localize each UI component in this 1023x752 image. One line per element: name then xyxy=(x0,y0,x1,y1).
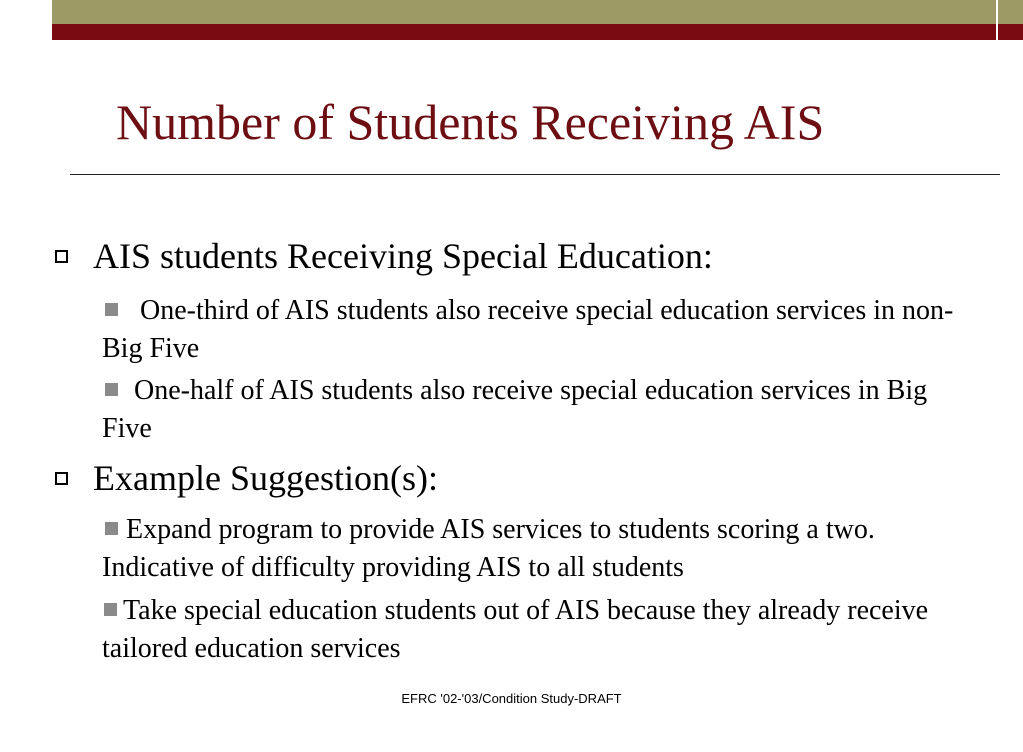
filled-square-bullet-icon xyxy=(104,603,117,616)
corner-block-maroon xyxy=(998,24,1023,40)
header-band-maroon xyxy=(52,24,996,40)
sub-bullet-take-out xyxy=(102,592,982,668)
corner-block-olive xyxy=(998,0,1023,24)
slide-title: Number of Students Receiving AIS xyxy=(116,94,825,150)
filled-square-bullet-icon xyxy=(105,303,118,316)
sub-bullet-one-half xyxy=(102,372,982,448)
sub-bullet-text: One-half of AIS students also receive special education services in Big Five xyxy=(102,375,928,444)
slide-footer: EFRC '02-'03/Condition Study-DRAFT xyxy=(401,691,622,706)
bullet-text: Example Suggestion(s): xyxy=(93,458,438,498)
filled-square-bullet-icon xyxy=(105,522,118,535)
sub-bullet-expand-program xyxy=(102,511,982,587)
sub-bullet-text: Take special education students out of AIS because they already receive tailored education services xyxy=(102,595,929,664)
bullet-special-education xyxy=(52,236,713,276)
header-band-olive xyxy=(52,0,996,24)
filled-square-bullet-icon xyxy=(105,383,118,396)
bullet-example-suggestions xyxy=(52,458,438,498)
sub-bullet-text: Expand program to provide AIS services to students scoring a two. Indicative of difficulty providing AIS to all students xyxy=(102,514,875,583)
title-divider xyxy=(70,174,1000,175)
bullet-text: AIS students Receiving Special Education: xyxy=(93,236,713,276)
sub-bullet-text: One-third of AIS students also receive special education services in non-Big Five xyxy=(102,295,954,364)
hollow-square-bullet-icon xyxy=(55,472,68,485)
sub-bullet-one-third xyxy=(102,292,982,368)
hollow-square-bullet-icon xyxy=(55,250,68,263)
